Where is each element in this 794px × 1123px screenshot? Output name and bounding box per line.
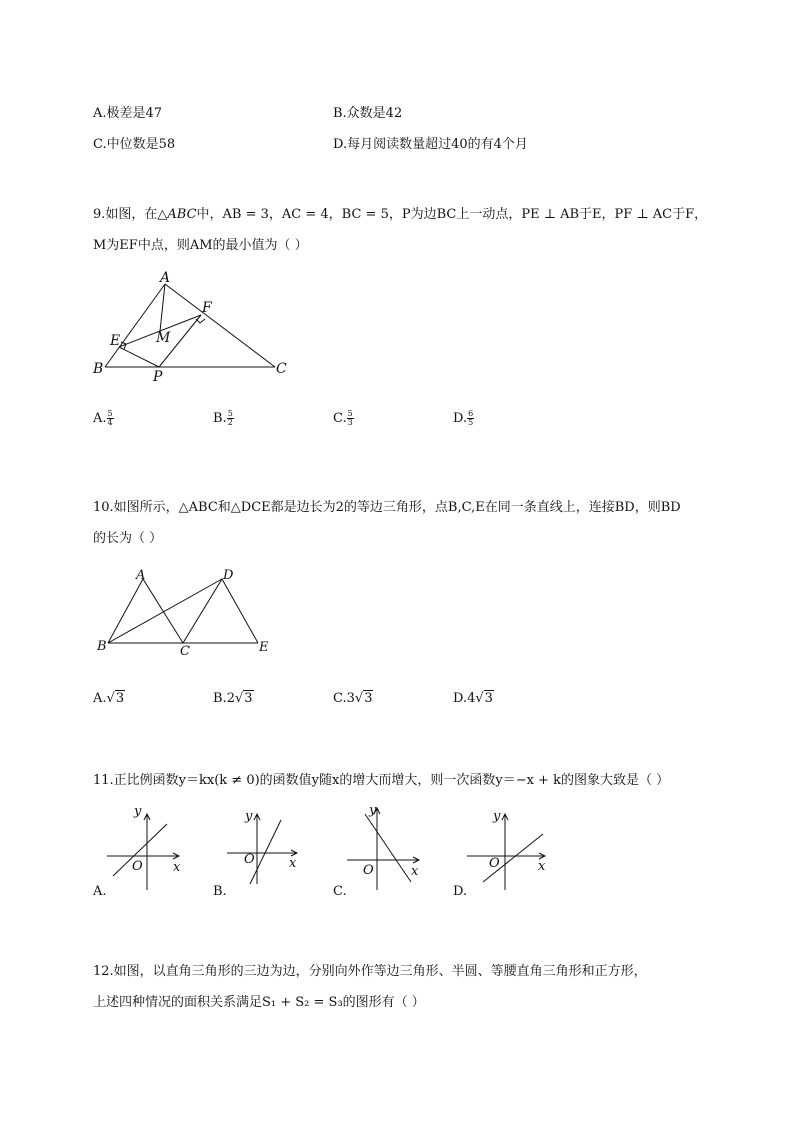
- q10-label-a: A: [136, 568, 146, 583]
- q12-stem-line1: 12.如图，以直角三角形的三边为边，分别向外作等边三角形、半圆、等腰直角三角形和正方形，: [93, 964, 647, 979]
- q9-option-d-denominator: 5: [468, 418, 474, 427]
- q9-option-b-numerator: 5: [227, 409, 233, 418]
- q10-option-c-prefix: C.: [333, 691, 347, 706]
- q9-stem-line2: M为EF中点，则AM的最小值为（ ）: [93, 238, 308, 253]
- q11-graph-c-label-y: y: [369, 803, 377, 818]
- q11-graph-b: [213, 800, 323, 900]
- q10-option-c-radicand: 3: [364, 691, 373, 706]
- q10-option-c-coefficient: 3: [346, 691, 355, 706]
- q9-stem-prefix: 9.如图，在: [93, 207, 158, 222]
- q9-option-b-denominator: 2: [227, 418, 233, 427]
- q10-option-a-prefix: A.: [93, 691, 107, 706]
- q8-option-c: C.中位数是58: [93, 137, 176, 152]
- q9-label-m: M: [156, 330, 171, 346]
- q9-option-c-numerator: 5: [347, 409, 353, 418]
- q11-stem: 11.正比例函数y＝kx(k ≠ 0)的函数值y随x的增大而增大，则一次函数y＝−x + k的图象大致是（ ）: [93, 773, 670, 788]
- q9-stem-rest: 中，AB = 3，AC = 4，BC = 5，P为边BC上一动点，PE ⊥ AB于E，PF ⊥ AC于F，: [196, 207, 708, 222]
- q11-graph-a-label-x: x: [173, 860, 181, 875]
- q8-option-d: D.每月阅读数量超过40的有4个月: [333, 137, 528, 152]
- q9-option-d-numerator: 6: [468, 409, 474, 418]
- q9-option-a-fraction: [107, 410, 114, 427]
- q9-option-a-prefix: A.: [93, 411, 107, 426]
- q10-option-b: B.2√3: [213, 691, 253, 706]
- q9-stem-line1: [93, 203, 707, 222]
- q10-option-d-coefficient: 4: [467, 691, 476, 706]
- q11-graph-a-label-o: O: [132, 859, 143, 874]
- q11-graph-d: [453, 800, 563, 900]
- q10-label-d: D: [223, 568, 234, 583]
- q11-graph-c-label-o: O: [363, 863, 374, 878]
- q10-triangle-abc: [108, 579, 183, 643]
- q9-figure: [88, 270, 298, 385]
- q9-option-c: [333, 410, 354, 427]
- q11-graph-d-label: D.: [453, 884, 468, 899]
- q11-graph-b-label-o: O: [244, 852, 255, 867]
- q10-option-a-radicand: 3: [115, 691, 125, 706]
- q11-graph-a-label: A.: [93, 884, 107, 899]
- q9-option-a-numerator: 5: [107, 409, 113, 418]
- q9-label-p: P: [153, 369, 163, 385]
- q10-option-b-radicand: 3: [244, 691, 253, 706]
- q9-option-c-prefix: C.: [333, 411, 347, 426]
- q11-graph-d-label-y: y: [493, 809, 501, 824]
- q11-graph-c-label: C.: [333, 884, 347, 899]
- q9-stem-triangle: △ABC: [157, 207, 197, 222]
- q10-stem-line2: 的长为（ ）: [93, 531, 163, 546]
- q9-label-c: C: [276, 361, 287, 377]
- q11-graph-d-label-o: O: [489, 856, 500, 871]
- q9-option-b: [213, 410, 234, 427]
- q9-label-a: A: [160, 270, 171, 286]
- q10-label-c: C: [180, 644, 190, 657]
- q10-triangle-dce: [183, 579, 258, 643]
- q9-side-ac: [165, 284, 275, 367]
- q9-option-b-fraction: [227, 410, 234, 427]
- q10-option-c: C.3√3: [333, 691, 373, 706]
- q10-stem-line1: 10.如图所示，△ABC和△DCE都是边长为2的等边三角形，点B,C,E在同一条直线上，连接BD，则BD: [93, 500, 681, 515]
- q10-option-b-prefix: B.: [213, 691, 227, 706]
- q9-label-e: E: [110, 333, 121, 349]
- q9-label-f: F: [202, 300, 212, 316]
- q11-graph-a-label-y: y: [134, 804, 142, 819]
- q11-graph-b-label-x: x: [289, 856, 297, 871]
- q11-graph-a: [93, 800, 203, 900]
- q11-graph-c: [333, 800, 443, 900]
- q9-option-c-fraction: [347, 410, 354, 427]
- q9-option-a-denominator: 4: [107, 418, 113, 427]
- q11-graph-d-label-x: x: [538, 859, 546, 874]
- q11-graph-b-label-y: y: [245, 809, 253, 824]
- q8-option-b: B.众数是42: [333, 106, 403, 121]
- q10-option-d-radicand: 3: [484, 691, 493, 706]
- q9-segment-am: [160, 284, 165, 331]
- q9-option-d-prefix: D.: [453, 411, 468, 426]
- q10-option-d: D.4√3: [453, 691, 493, 706]
- q11-graph-b-label: B.: [213, 884, 227, 899]
- q10-figure: [92, 565, 277, 657]
- q8-option-a: A.极差是47: [93, 106, 163, 121]
- q9-option-d: [453, 410, 474, 427]
- q10-label-b: B: [97, 639, 107, 654]
- q10-label-e: E: [259, 640, 269, 655]
- q10-option-b-coefficient: 2: [226, 691, 235, 706]
- q10-option-d-prefix: D.: [453, 691, 468, 706]
- q9-option-b-prefix: B.: [213, 411, 227, 426]
- q9-option-d-fraction: [467, 410, 474, 427]
- q9-label-b: B: [93, 361, 104, 377]
- q12-stem-line2: 上述四种情况的面积关系满足S₁ + S₂ = S₃的图形有（ ）: [93, 995, 425, 1010]
- q9-option-c-denominator: 3: [347, 418, 353, 427]
- q10-option-a: A.√3: [93, 691, 125, 706]
- q9-segment-pe: [119, 347, 159, 367]
- q11-graph-c-label-x: x: [411, 864, 419, 879]
- q9-option-a: [93, 410, 114, 427]
